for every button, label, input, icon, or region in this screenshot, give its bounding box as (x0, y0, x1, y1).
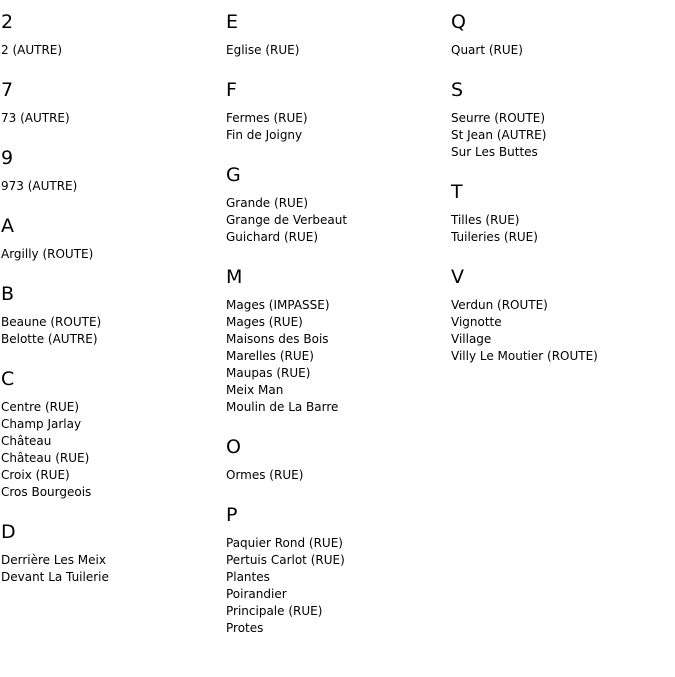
street-link[interactable]: Derrière Les Meix (1, 553, 106, 567)
letter-heading: S (451, 79, 464, 101)
street-list (1, 110, 221, 127)
street-link[interactable]: Centre (RUE) (1, 400, 80, 414)
letter-group (451, 266, 671, 365)
street-list (1, 399, 221, 501)
street-link[interactable]: Protes (226, 621, 264, 635)
street-link[interactable]: 973 (AUTRE) (1, 179, 78, 193)
letter-group (226, 11, 446, 59)
street-list (451, 110, 671, 161)
street-link[interactable]: 73 (AUTRE) (1, 111, 70, 125)
letter-heading: F (226, 79, 237, 101)
letter-heading: E (226, 11, 239, 33)
street-list (226, 110, 446, 144)
street-link[interactable]: Mages (IMPASSE) (226, 298, 330, 312)
street-index-column-3 (451, 11, 671, 385)
street-link[interactable]: Seurre (ROUTE) (451, 111, 546, 125)
street-link[interactable]: Croix (RUE) (1, 468, 70, 482)
street-link[interactable]: Champ Jarlay (1, 417, 82, 431)
letter-group (451, 79, 671, 161)
street-link[interactable]: Meix Man (226, 383, 284, 397)
letter-group (451, 181, 671, 246)
letter-heading: P (226, 504, 238, 526)
street-link[interactable]: Poirandier (226, 587, 287, 601)
letter-group (226, 436, 446, 484)
street-link[interactable]: Château (1, 434, 52, 448)
letter-group (1, 521, 221, 586)
street-list (451, 212, 671, 246)
letter-heading: B (1, 283, 15, 305)
street-link[interactable]: Mages (RUE) (226, 315, 303, 329)
street-list (1, 42, 221, 59)
street-link[interactable]: Verdun (ROUTE) (451, 298, 548, 312)
street-link[interactable]: Fermes (RUE) (226, 111, 308, 125)
street-link[interactable]: Ormes (RUE) (226, 468, 304, 482)
street-list (1, 178, 221, 195)
street-index-column-2 (226, 11, 446, 657)
street-link[interactable]: Maupas (RUE) (226, 366, 311, 380)
street-link[interactable]: Grange de Verbeaut (226, 213, 348, 227)
street-link[interactable]: St Jean (AUTRE) (451, 128, 547, 142)
street-link[interactable]: Marelles (RUE) (226, 349, 314, 363)
letter-heading: D (1, 521, 16, 543)
street-list (1, 246, 221, 263)
street-list (1, 552, 221, 586)
letter-group (226, 164, 446, 246)
letter-group (451, 11, 671, 59)
street-list (226, 535, 446, 637)
letter-group (226, 266, 446, 416)
street-link[interactable]: Fin de Joigny (226, 128, 303, 142)
letter-heading: T (451, 181, 463, 203)
street-link[interactable]: Argilly (ROUTE) (1, 247, 94, 261)
letter-heading: V (451, 266, 464, 288)
street-link[interactable]: Devant La Tuilerie (1, 570, 109, 584)
street-link[interactable]: Beaune (ROUTE) (1, 315, 102, 329)
street-link[interactable]: Principale (RUE) (226, 604, 323, 618)
letter-group (1, 283, 221, 348)
street-link[interactable]: Village (451, 332, 492, 346)
street-link[interactable]: Vignotte (451, 315, 502, 329)
letter-heading: 2 (1, 11, 14, 33)
street-link[interactable]: Pertuis Carlot (RUE) (226, 553, 345, 567)
letter-group (1, 215, 221, 263)
street-link[interactable]: 2 (AUTRE) (1, 43, 63, 57)
letter-heading: 9 (1, 147, 14, 169)
letter-heading: 7 (1, 79, 14, 101)
street-list (226, 42, 446, 59)
street-list (451, 297, 671, 365)
letter-group (1, 11, 221, 59)
letter-heading: G (226, 164, 241, 186)
street-link[interactable]: Tuileries (RUE) (451, 230, 538, 244)
letter-heading: M (226, 266, 243, 288)
letter-group (1, 147, 221, 195)
street-link[interactable]: Villy Le Moutier (ROUTE) (451, 349, 598, 363)
street-link[interactable]: Cros Bourgeois (1, 485, 92, 499)
letter-group (1, 79, 221, 127)
street-link[interactable]: Plantes (226, 570, 270, 584)
street-link[interactable]: Château (RUE) (1, 451, 90, 465)
street-list (226, 297, 446, 416)
street-link[interactable]: Belotte (AUTRE) (1, 332, 98, 346)
street-list (226, 195, 446, 246)
letter-group (1, 368, 221, 501)
letter-heading: C (1, 368, 15, 390)
letter-heading: Q (451, 11, 466, 33)
letter-heading: A (1, 215, 14, 237)
street-list (226, 467, 446, 484)
street-link[interactable]: Tilles (RUE) (451, 213, 520, 227)
street-link[interactable]: Guichard (RUE) (226, 230, 319, 244)
street-link[interactable]: Sur Les Buttes (451, 145, 538, 159)
letter-heading: O (226, 436, 241, 458)
street-link[interactable]: Grande (RUE) (226, 196, 309, 210)
street-index-column-1 (1, 11, 221, 606)
street-link[interactable]: Eglise (RUE) (226, 43, 300, 57)
street-link[interactable]: Moulin de La Barre (226, 400, 339, 414)
letter-group (226, 504, 446, 637)
letter-group (226, 79, 446, 144)
street-link[interactable]: Maisons des Bois (226, 332, 329, 346)
street-link[interactable]: Paquier Rond (RUE) (226, 536, 343, 550)
street-link[interactable]: Quart (RUE) (451, 43, 523, 57)
street-list (1, 314, 221, 348)
street-list (451, 42, 671, 59)
